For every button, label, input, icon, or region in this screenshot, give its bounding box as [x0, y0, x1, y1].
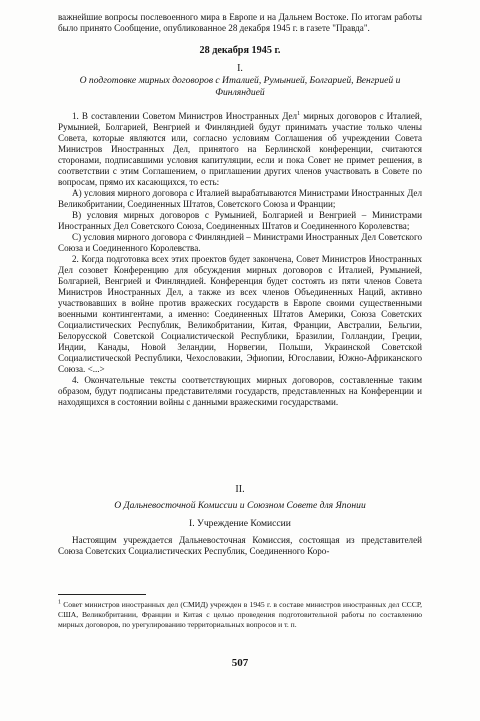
date-heading: 28 декабря 1945 г.: [199, 45, 281, 56]
section-2-subheading: I. Учреждение Комиссии: [189, 517, 291, 529]
page-number: 507: [231, 657, 249, 669]
footnote-ref-1: 1: [297, 110, 301, 117]
footnote: [58, 600, 422, 629]
paragraph-1-start: 1. В составлении Советом Министров Иностранных Дел: [72, 111, 298, 121]
section-1-number: I.: [237, 63, 243, 74]
section-1-body: [58, 111, 422, 408]
section-2-paragraph-1: Настоящим учреждается Дальневосточная Комиссия, состоящая из представителей Союза Советских Социалистических Республик, Соединенного Коро-: [58, 534, 422, 556]
section-2-number: II.: [235, 484, 245, 495]
section-2: [58, 484, 422, 557]
section-1-item-c: С) условия мирного договора с Финляндией – Министрами Иностранных Дел Советского Союза и Соединенного Королевства.: [58, 232, 422, 253]
intro-paragraph: важнейшие вопросы послевоенного мира в Европе и на Дальнем Востоке. По итогам работы было принято Сообщение, опубликованное 28 декабря 1945 г. в газете "Правда".: [58, 12, 422, 33]
section-1-title: О подготовке мирных договоров с Италией, Румынией, Болгарией, Венгрией и Финляндией: [79, 75, 401, 98]
paragraph-1-rest: мирных договоров с Италией, Румынией, Болгарией, Венгрией и Финляндией будут принимать участие только члены Совета, которые являются или, согласно условиям Соглашения об учреждении Совета Министров Иностранных Дел, принятого на Берлинской конференции, считаются сторонами, подписавшими условия капитуляции, если и пока Совет не примет решения, в соответствии с этим Соглашением, о приглашении других членов участвовать в Совете по вопросам, прямо их касающихся, то есть:: [58, 111, 423, 187]
section-1-paragraph-2: 2. Когда подготовка всех этих проектов будет закончена, Совет Министров Иностранных Дел созовет Конференцию для обсуждения мирных договоров с Италией, Румынией, Болгарией, Венгрией и Финляндией. Конференция будет состоять из пяти членов Совета Министров Иностранных Дел, а также из всех членов Объединенных Наций, активно участвовавших в войне против вражеских государств в Европе своими существенными военными контингентами, а именно: Соединенных Штатов Америки, Союза Советских Социалистических Республик, Великобритании, Китая, Франции, Австралии, Бельгии, Белорусской Советской Социалистической Республики, Бразилии, Голландии, Греции, Индии, Канады, Новой Зеландии, Норвегии, Польши, Украинской Советской Социалистической Республики, Чехословакии, Эфиопии, Югославии, Южно-Африканского Союза. <...>: [58, 254, 422, 374]
footnote-marker: 1: [58, 599, 61, 606]
section-1-item-b: В) условия мирных договоров с Румынией, Болгарией и Венгрией – Министрами Иностранных Дел Советского Союза, Соединенных Штатов и Соединенного Королевства;: [58, 210, 422, 231]
section-2-title: О Дальневосточной Комиссии и Союзном Совете для Японии: [114, 500, 366, 511]
footnote-text: Совет министров иностранных дел (СМИД) учрежден в 1945 г. в составе министров иностранных дел СССР, США, Великобритании, Франции и Китая с целью проведения подготовительной работы по составлению мирных договоров, по урегулированию территориальных вопросов и т. п.: [58, 600, 422, 629]
section-1: [58, 63, 422, 98]
footnote-divider: [58, 594, 146, 595]
section-1-paragraph-1: [58, 111, 422, 188]
section-1-paragraph-4: 4. Окончательные тексты соответствующих мирных договоров, составленные таким образом, будут подписаны представителями государств, представленных на Конференции и находящихся в состоянии войны с данными вражескими государствами.: [58, 375, 422, 407]
section-1-item-a: А) условия мирного договора с Италией вырабатываются Министрами Иностранных Дел Великобритании, Соединенных Штатов, Советского Союза и Франции;: [58, 188, 422, 209]
